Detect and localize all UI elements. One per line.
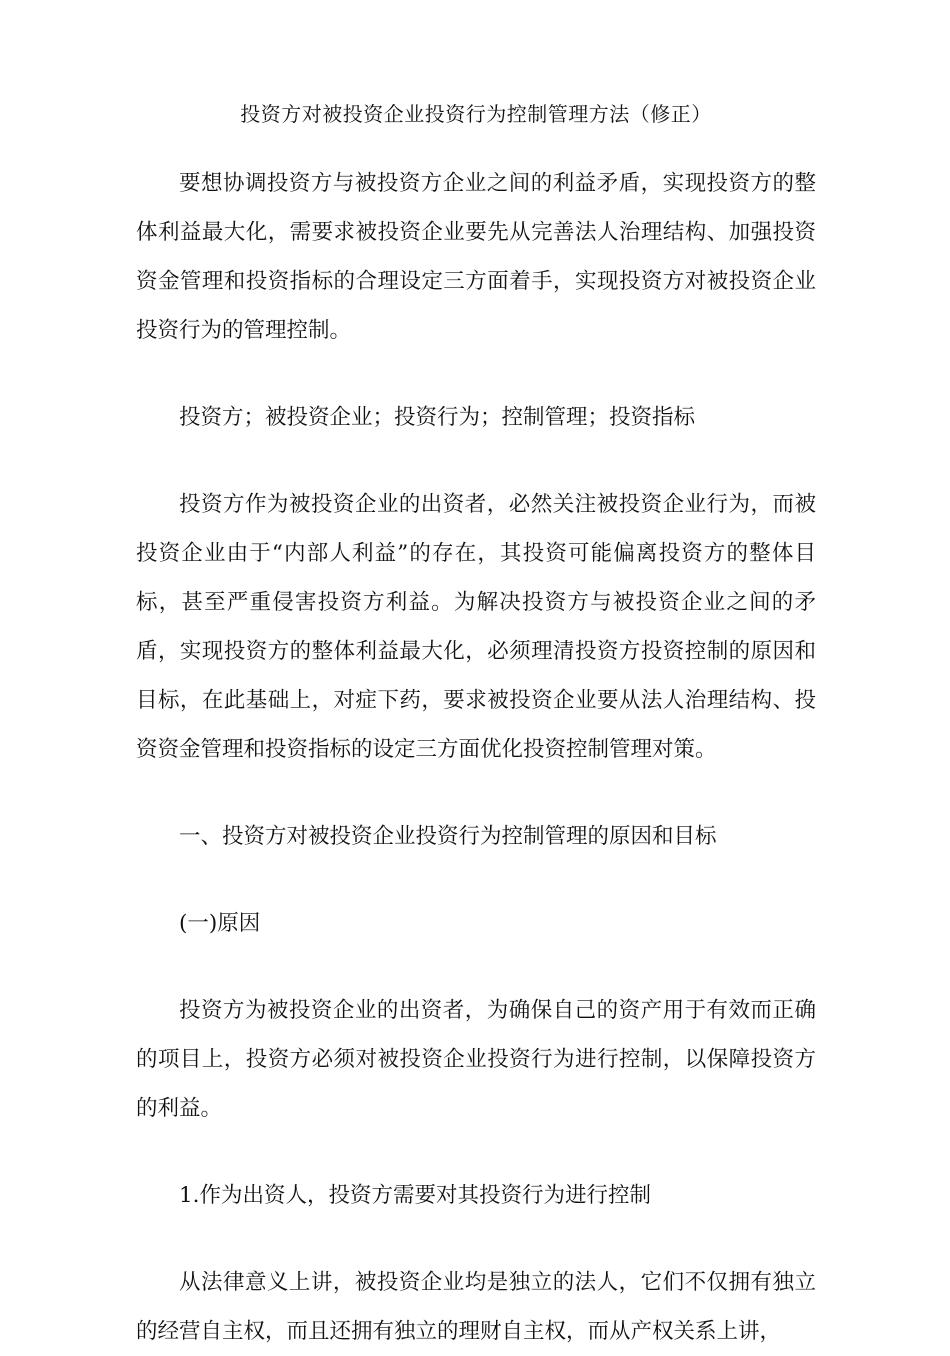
subsection-heading: (一)原因 — [179, 911, 261, 936]
keywords-paragraph: 投资方；被投资企业；投资行为；控制管理；投资指标 — [179, 405, 696, 430]
document-title: 投资方对被投资企业投资行为控制管理方法（修正） — [240, 102, 712, 126]
section-heading: 一、投资方对被投资企业投资行为控制管理的原因和目标 — [179, 824, 717, 849]
document-page — [136, 96, 816, 1356]
point-paragraph: 从法律意义上讲，被投资企业均是独立的法人，它们不仅拥有独立的经营自主权，而且还拥有独立的理财自主权，而从产权关系上讲， — [136, 1270, 816, 1344]
reason-paragraph: 投资方为被投资企业的出资者，为确保自己的资产用于有效而正确的项目上，投资方必须对被投资企业投资行为进行控制，以保障投资方的利益。 — [136, 998, 816, 1121]
point-heading: 1.作为出资人，投资方需要对其投资行为进行控制 — [179, 1183, 652, 1208]
intro-paragraph: 投资方作为被投资企业的出资者，必然关注被投资企业行为，而被投资企业由于“内部人利益”的存在，其投资可能偏离投资方的整体目标，甚至严重侵害投资方利益。为解决投资方与被投资企业之间的矛盾，实现投资方的整体利益最大化，必须理清投资方投资控制的原因和目标，在此基础上，对症下药，要求被投资企业要从法人治理结构、投资资金管理和投资指标的设定三方面优化投资控制管理对策。 — [136, 492, 816, 762]
abstract-paragraph: 要想协调投资方与被投资方企业之间的利益矛盾，实现投资方的整体利益最大化，需要求被投资企业要先从完善法人治理结构、加强投资资金管理和投资指标的合理设定三方面着手，实现投资方对被投资企业投资行为的管理控制。 — [136, 171, 816, 343]
